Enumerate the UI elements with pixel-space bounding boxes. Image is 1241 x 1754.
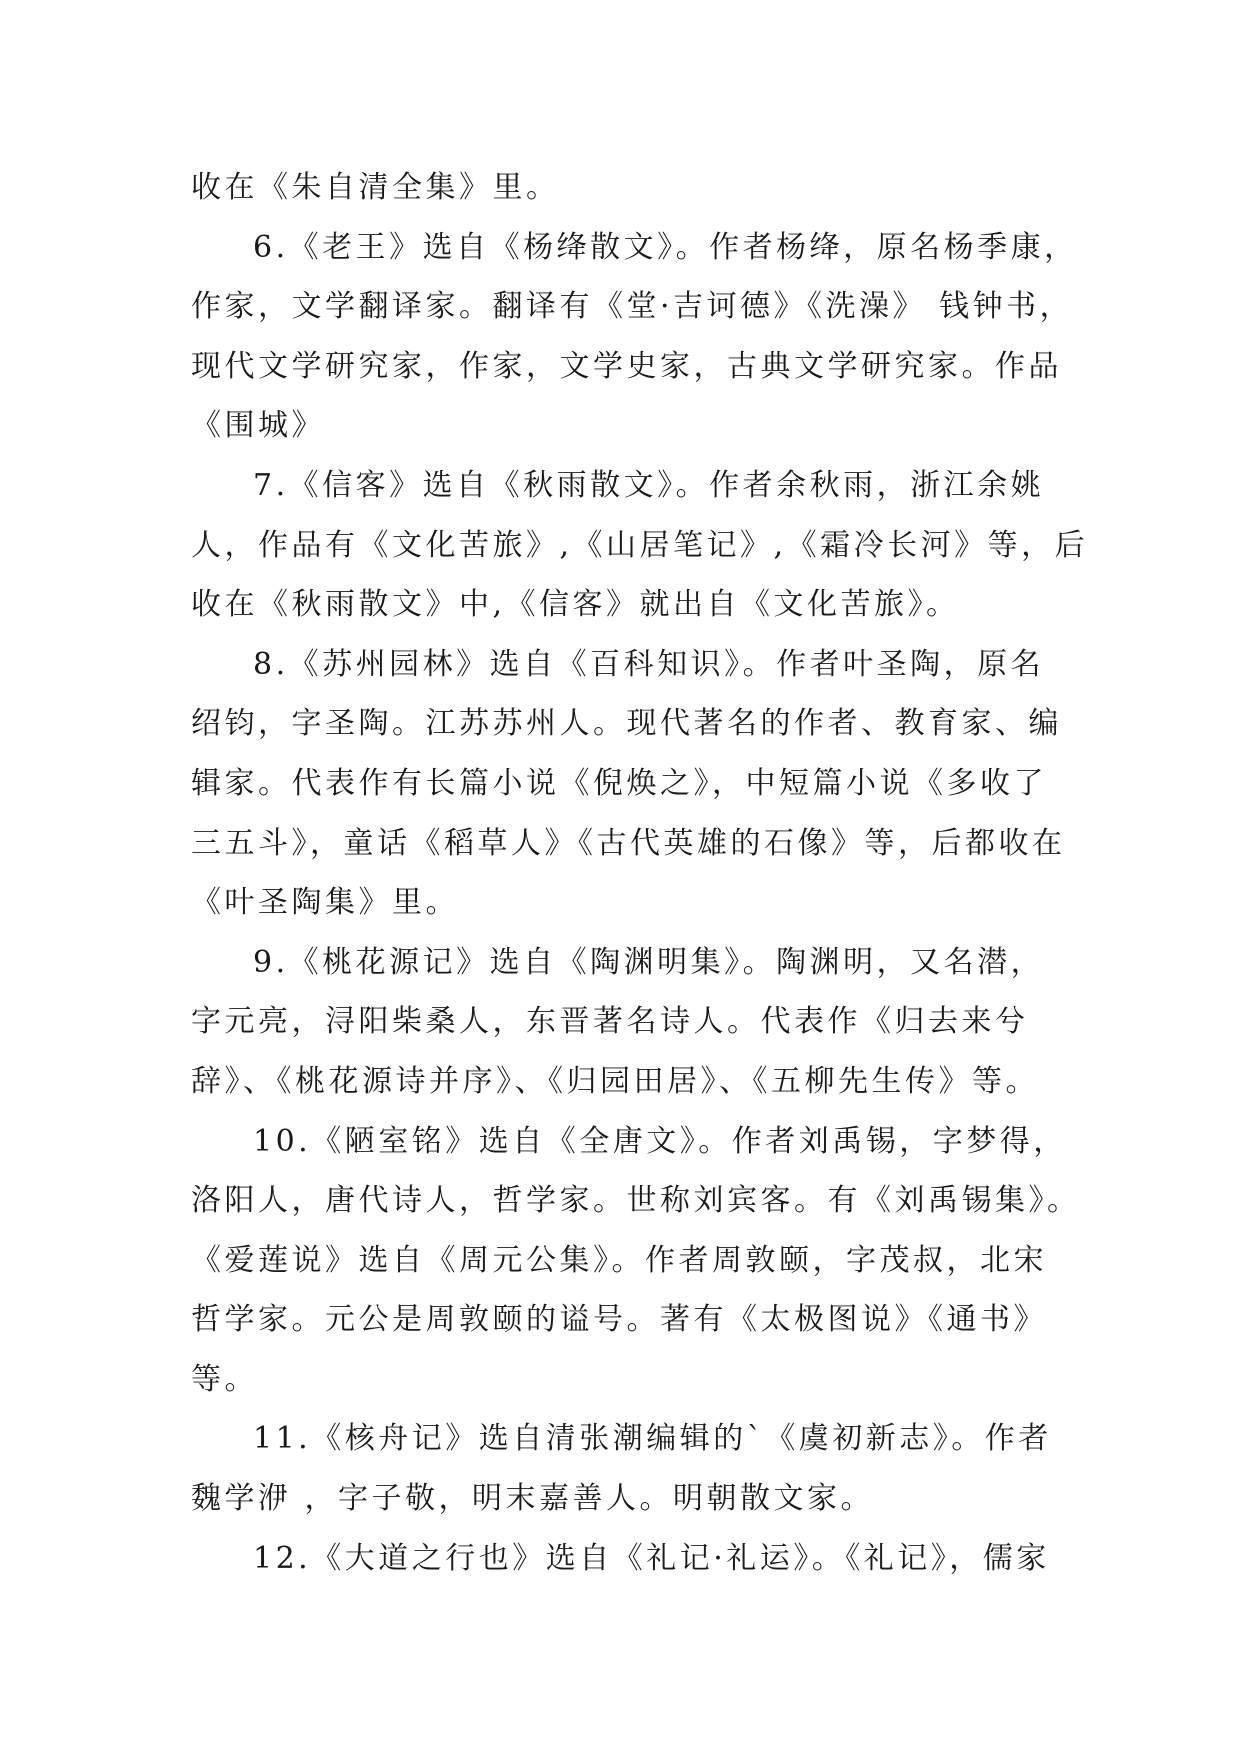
text-line: 等。 (191, 1361, 258, 1397)
text-line: 洛阳人，唐代诗人，哲学家。世称刘宾客。有《刘禹锡集》。 (191, 1183, 1081, 1219)
text-line: 8.《苏州园林》选自《百科知识》。作者叶圣陶，原名 (253, 646, 1045, 682)
text-line: 三五斗》，童话《稻草人》《古代英雄的石像》等，后都收在 (191, 825, 1066, 861)
text-line: 12.《大道之行也》选自《礼记·礼运》。《礼记》，儒家 (253, 1540, 1050, 1576)
text-line: 辞》、《桃花源诗并序》、《归园田居》、《五柳先生传》等。 (191, 1063, 1039, 1099)
text-line: 9.《桃花源记》选自《陶渊明集》。陶渊明，又名潜， (253, 944, 1045, 980)
text-line: 7.《信客》选自《秋雨散文》。作者余秋雨，浙江余姚 (253, 467, 1045, 503)
text-line: 哲学家。元公是周敦颐的谥号。著有《太极图说》《通书》 (191, 1302, 1047, 1338)
text-line: 11.《核舟记》选自清张潮编辑的`《虞初新志》。作者 (253, 1421, 1052, 1457)
text-line: 《爱莲说》选自《周元公集》。作者周敦颐，字茂叔，北宋 (191, 1242, 1047, 1278)
text-line: 绍钧，字圣陶。江苏苏州人。现代著名的作者、教育家、编 (191, 706, 1062, 742)
text-line: 辑家。代表作有长篇小说《倪焕之》，中短篇小说《多收了 (191, 765, 1047, 801)
text-line: 《围城》 (191, 408, 325, 444)
document-page (191, 158, 1089, 1588)
text-line: 现代文学研究家，作家，文学史家，古典文学研究家。作品 (191, 348, 1062, 384)
text-line: 字元亮，浔阳柴桑人，东晋著名诗人。代表作《归去来兮 (191, 1004, 1029, 1040)
text-line: 魏学洢 ，字子敬，明末嘉善人。明朝散文家。 (191, 1481, 875, 1517)
text-line: 作家，文学翻译家。翻译有《堂·吉诃德》《洗澡》 钱钟书， (191, 289, 1074, 325)
text-line: 收在《朱自清全集》里。 (191, 170, 560, 205)
text-line: 10.《陋室铭》选自《全唐文》。作者刘禹锡，字梦得， (253, 1123, 1067, 1159)
text-line: 《叶圣陶集》里。 (191, 885, 459, 921)
text-line: 人，作品有《文化苦旅》,《山居笔记》,《霜冷长河》等，后 (191, 527, 1089, 563)
text-line: 6.《老王》选自《杨绛散文》。作者杨绛，原名杨季康， (253, 229, 1078, 265)
text-line: 收在《秋雨散文》中,《信客》就出自《文化苦旅》。 (191, 587, 960, 623)
